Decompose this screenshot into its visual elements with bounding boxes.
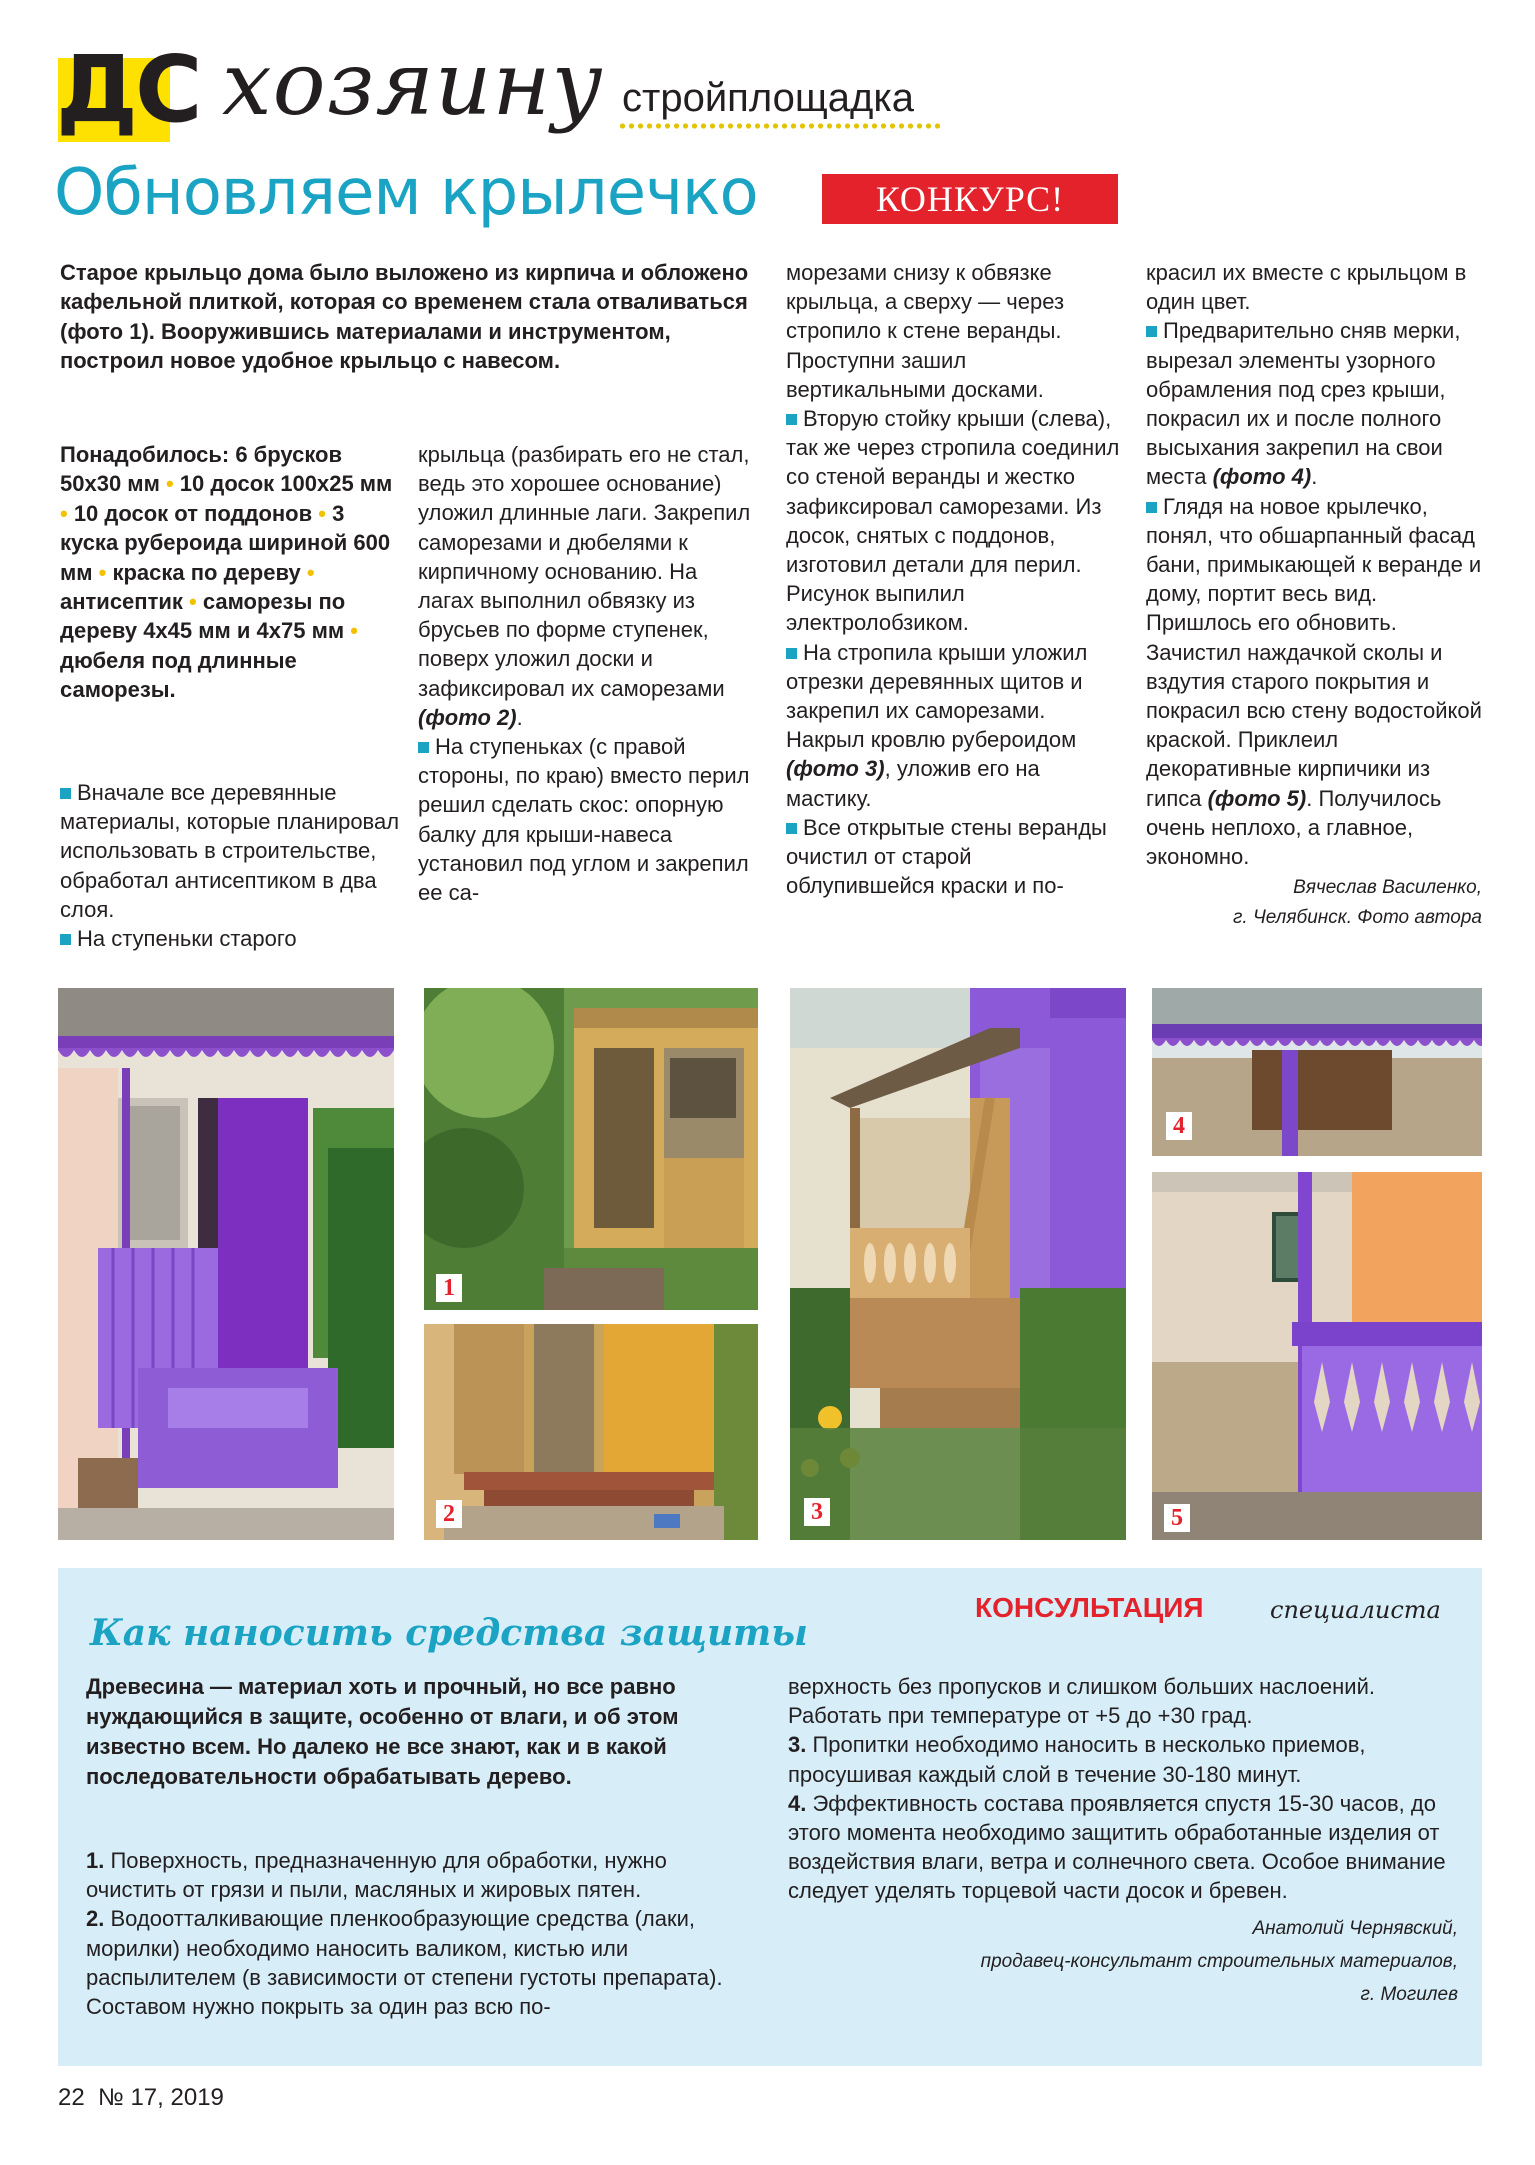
photo-5	[1152, 1172, 1482, 1540]
consultation-title: Как наносить средства защиты	[90, 1612, 808, 1654]
paragraph	[1146, 258, 1482, 316]
photo-3	[790, 988, 1126, 1540]
item-text: верхность без пропусков и слишком больших наслоений. Работать при температуре от +5 до +30 град.	[788, 1674, 1375, 1729]
photo-ref: (фото 4)	[1212, 464, 1312, 490]
bullet-square	[786, 823, 797, 834]
paragraph-text: . Получилось очень неплохо, а главное, экономно.	[1146, 785, 1442, 870]
logo-text: ДС	[56, 36, 200, 143]
paragraph	[786, 638, 1122, 813]
consultant-role: продавец-консультант строительных материалов,	[980, 1950, 1458, 1972]
materials-list	[60, 440, 400, 705]
page-footer	[58, 2084, 224, 2112]
issue-number: № 17, 2019	[98, 2084, 224, 2111]
column-4	[1146, 258, 1482, 932]
column-3	[786, 258, 1122, 900]
logo-badge	[56, 36, 200, 143]
consultation-label-sub: специалиста	[1270, 1596, 1441, 1624]
list-item	[86, 1904, 756, 2021]
author-city: г. Челябинск. Фото автора	[1233, 907, 1482, 929]
materials-text: Понадобилось: 6 брусков 50х30 мм • 10 досок 100х25 мм • 10 досок от поддонов • 3 куска рубероида шириной 600 мм • краска по дереву • антисептик • саморезы по дереву 4х45 мм и 4х75 мм • дюбеля под длинные саморезы.	[60, 442, 393, 703]
list-item	[788, 1730, 1458, 1788]
paragraph	[418, 732, 756, 907]
paragraph-text: Глядя на новое крылечко, понял, что обшарпанный фасад бани, примыкающей к веранде и дому, портит весь вид. Пришлось его обновить. Зачистил наждачкой сколы и вздутия старого покрытия и покрасил всю стену водостойкой краской. Приклеил декоративные кирпичики из гипса	[1146, 493, 1482, 811]
consultation-intro: Древесина — материал хоть и прочный, но все равно нуждающийся в защите, особенно от влаги, и об этом известно всем. Но далеко не все знают, как и в какой последовательности обрабатывать дерево.	[86, 1674, 679, 1789]
photo-2	[424, 1324, 758, 1540]
paragraph-text: На стропила крыши уложил отрезки деревянных щитов и закрепил их саморезами. Накрыл кровлю рубероидом	[786, 639, 1088, 753]
paragraph-text: Вторую стойку крыши (слева), так же через стропила соединил со стеной веранды и жестко зафиксировал саморезами. Из досок, снятых с поддонов, изготовил детали для перил. Рисунок выпилил электролобзиком.	[786, 406, 1120, 636]
consultation-col-right	[788, 1672, 1458, 2011]
paragraph	[786, 813, 1122, 901]
bullet-square	[1146, 326, 1157, 337]
logo-word: хозяину	[222, 32, 604, 135]
article-headline: Обновляем крылечко	[54, 156, 758, 230]
photo-4	[1152, 988, 1482, 1156]
item-text: Эффективность состава проявляется спустя 15-30 часов, до этого момента необходимо защитить обработанные изделия от воздействия влаги, ветра и солнечного света. Особое внимание следует уделять торцевой части досок и бревен.	[788, 1790, 1446, 1904]
paragraph	[60, 924, 400, 953]
bullet-square	[786, 648, 797, 659]
paragraph-text: Вначале все деревянные материалы, которые планировал использовать в строительстве, обработал антисептиком в два слоя.	[60, 780, 400, 922]
item-number: 2.	[86, 1906, 105, 1932]
rubric-dotted-underline	[618, 122, 940, 130]
bullet-square	[1146, 502, 1157, 513]
consultant-name: Анатолий Чернявский,	[1252, 1917, 1458, 1939]
photo-ref: (фото 2)	[418, 704, 517, 730]
paragraph-text: На ступеньках (с правой стороны, по краю) вместо перил решил сделать скос: опорную балку для крыши-навеса установил под углом и закрепил ее са-	[418, 734, 750, 906]
consultant-city: г. Могилев	[1360, 1983, 1458, 2005]
paragraph-text: На ступеньки старого	[77, 926, 297, 952]
photo-number: 1	[436, 1274, 462, 1302]
column-1	[60, 778, 400, 953]
photo-number: 3	[804, 1498, 830, 1526]
bullet-square	[786, 414, 797, 425]
contest-badge: КОНКУРС!	[822, 174, 1118, 224]
bullet-square	[418, 742, 429, 753]
bullet-square	[60, 934, 71, 945]
bullet-square	[60, 788, 71, 799]
paragraph-text: морезами снизу к обвязке крыльца, а сверху — через стропило к стене веранды. Проступни зашил вертикальными досками.	[786, 260, 1065, 402]
item-number: 3.	[788, 1732, 807, 1758]
list-item	[788, 1789, 1458, 1906]
paragraph-text: Предварительно сняв мерки, вырезал элементы узорного обрамления под срез крыши, покрасил их и после полного высыхания закрепил на свои места	[1146, 318, 1461, 490]
paragraph	[1146, 492, 1482, 872]
author-name: Вячеслав Василенко,	[1293, 877, 1482, 899]
item-text: Поверхность, предназначенную для обработки, нужно очистить от грязи и пыли, масляных и жировых пятен.	[86, 1848, 667, 1903]
paragraph	[786, 404, 1122, 638]
photo-number: 4	[1166, 1112, 1192, 1140]
rubric-title: стройплощадка	[622, 76, 914, 120]
column-2	[418, 440, 756, 907]
photo-ref: (фото 3)	[786, 756, 885, 782]
photo-number: 2	[436, 1500, 462, 1528]
paragraph	[60, 778, 400, 924]
item-text: Водоотталкивающие пленкообразующие средства (лаки, морилки) необходимо наносить валиком, кистью или распылителем (в зависимости от степени густоты препарата). Составом нужно покрыть за один раз всю по-	[86, 1906, 723, 2020]
consultation-col-left	[86, 1846, 756, 2021]
paragraph: Предварительно сняв мерки, вырезал элементы узорного обрамления под срез крыши, покрасил их и после полного высыхания закрепил на свои места (фото 4).	[1146, 318, 1461, 490]
item-text: Пропитки необходимо наносить в несколько приемов, просушивая каждый слой в течение 30-180 минут.	[788, 1732, 1366, 1787]
item-number: 1.	[86, 1848, 105, 1873]
paragraph-text: красил их вместе с крыльцом в один цвет.	[1146, 260, 1467, 315]
paragraph	[786, 258, 1122, 404]
item-number: 4.	[788, 1790, 807, 1816]
list-item	[788, 1672, 1458, 1730]
photo-ref: (фото 5)	[1207, 785, 1307, 811]
paragraph-text: крыльца (разбирать его не стал, ведь это хорошее основание) уложил длинные лаги. Закрепил саморезами и дюбелями к кирпичному основанию. На лагах выполнил обвязку из брусьев по форме ступенек, поверх уложил доски и зафиксировал их саморезами	[418, 442, 751, 701]
article-intro: Старое крыльцо дома было выложено из кирпича и обложено кафельной плиткой, которая со временем стала отваливаться (фото 1). Вооружившись материалами и инструментом, построил новое удобное крыльцо с навесом.	[60, 260, 749, 374]
photo-1	[58, 988, 394, 1540]
paragraph-text: , уложив его на мастику.	[786, 756, 1040, 811]
consultation-label: КОНСУЛЬТАЦИЯ	[975, 1592, 1204, 1623]
list-item	[86, 1846, 756, 1904]
photo-1-garden	[424, 988, 758, 1310]
photo-number: 5	[1164, 1504, 1190, 1532]
page-number: 22	[58, 2084, 85, 2111]
paragraph-text: Все открытые стены веранды очистил от старой облупившейся краски и по-	[786, 814, 1107, 899]
paragraph: крыльца (разбирать его не стал, ведь это хорошее основание) уложил длинные лаги. Закрепил саморезами и дюбелями к кирпичному основанию. На лагах выполнил обвязку из брусьев по форме ступенек, поверх уложил доски и зафиксировал их саморезами (фото 2).	[418, 442, 751, 730]
